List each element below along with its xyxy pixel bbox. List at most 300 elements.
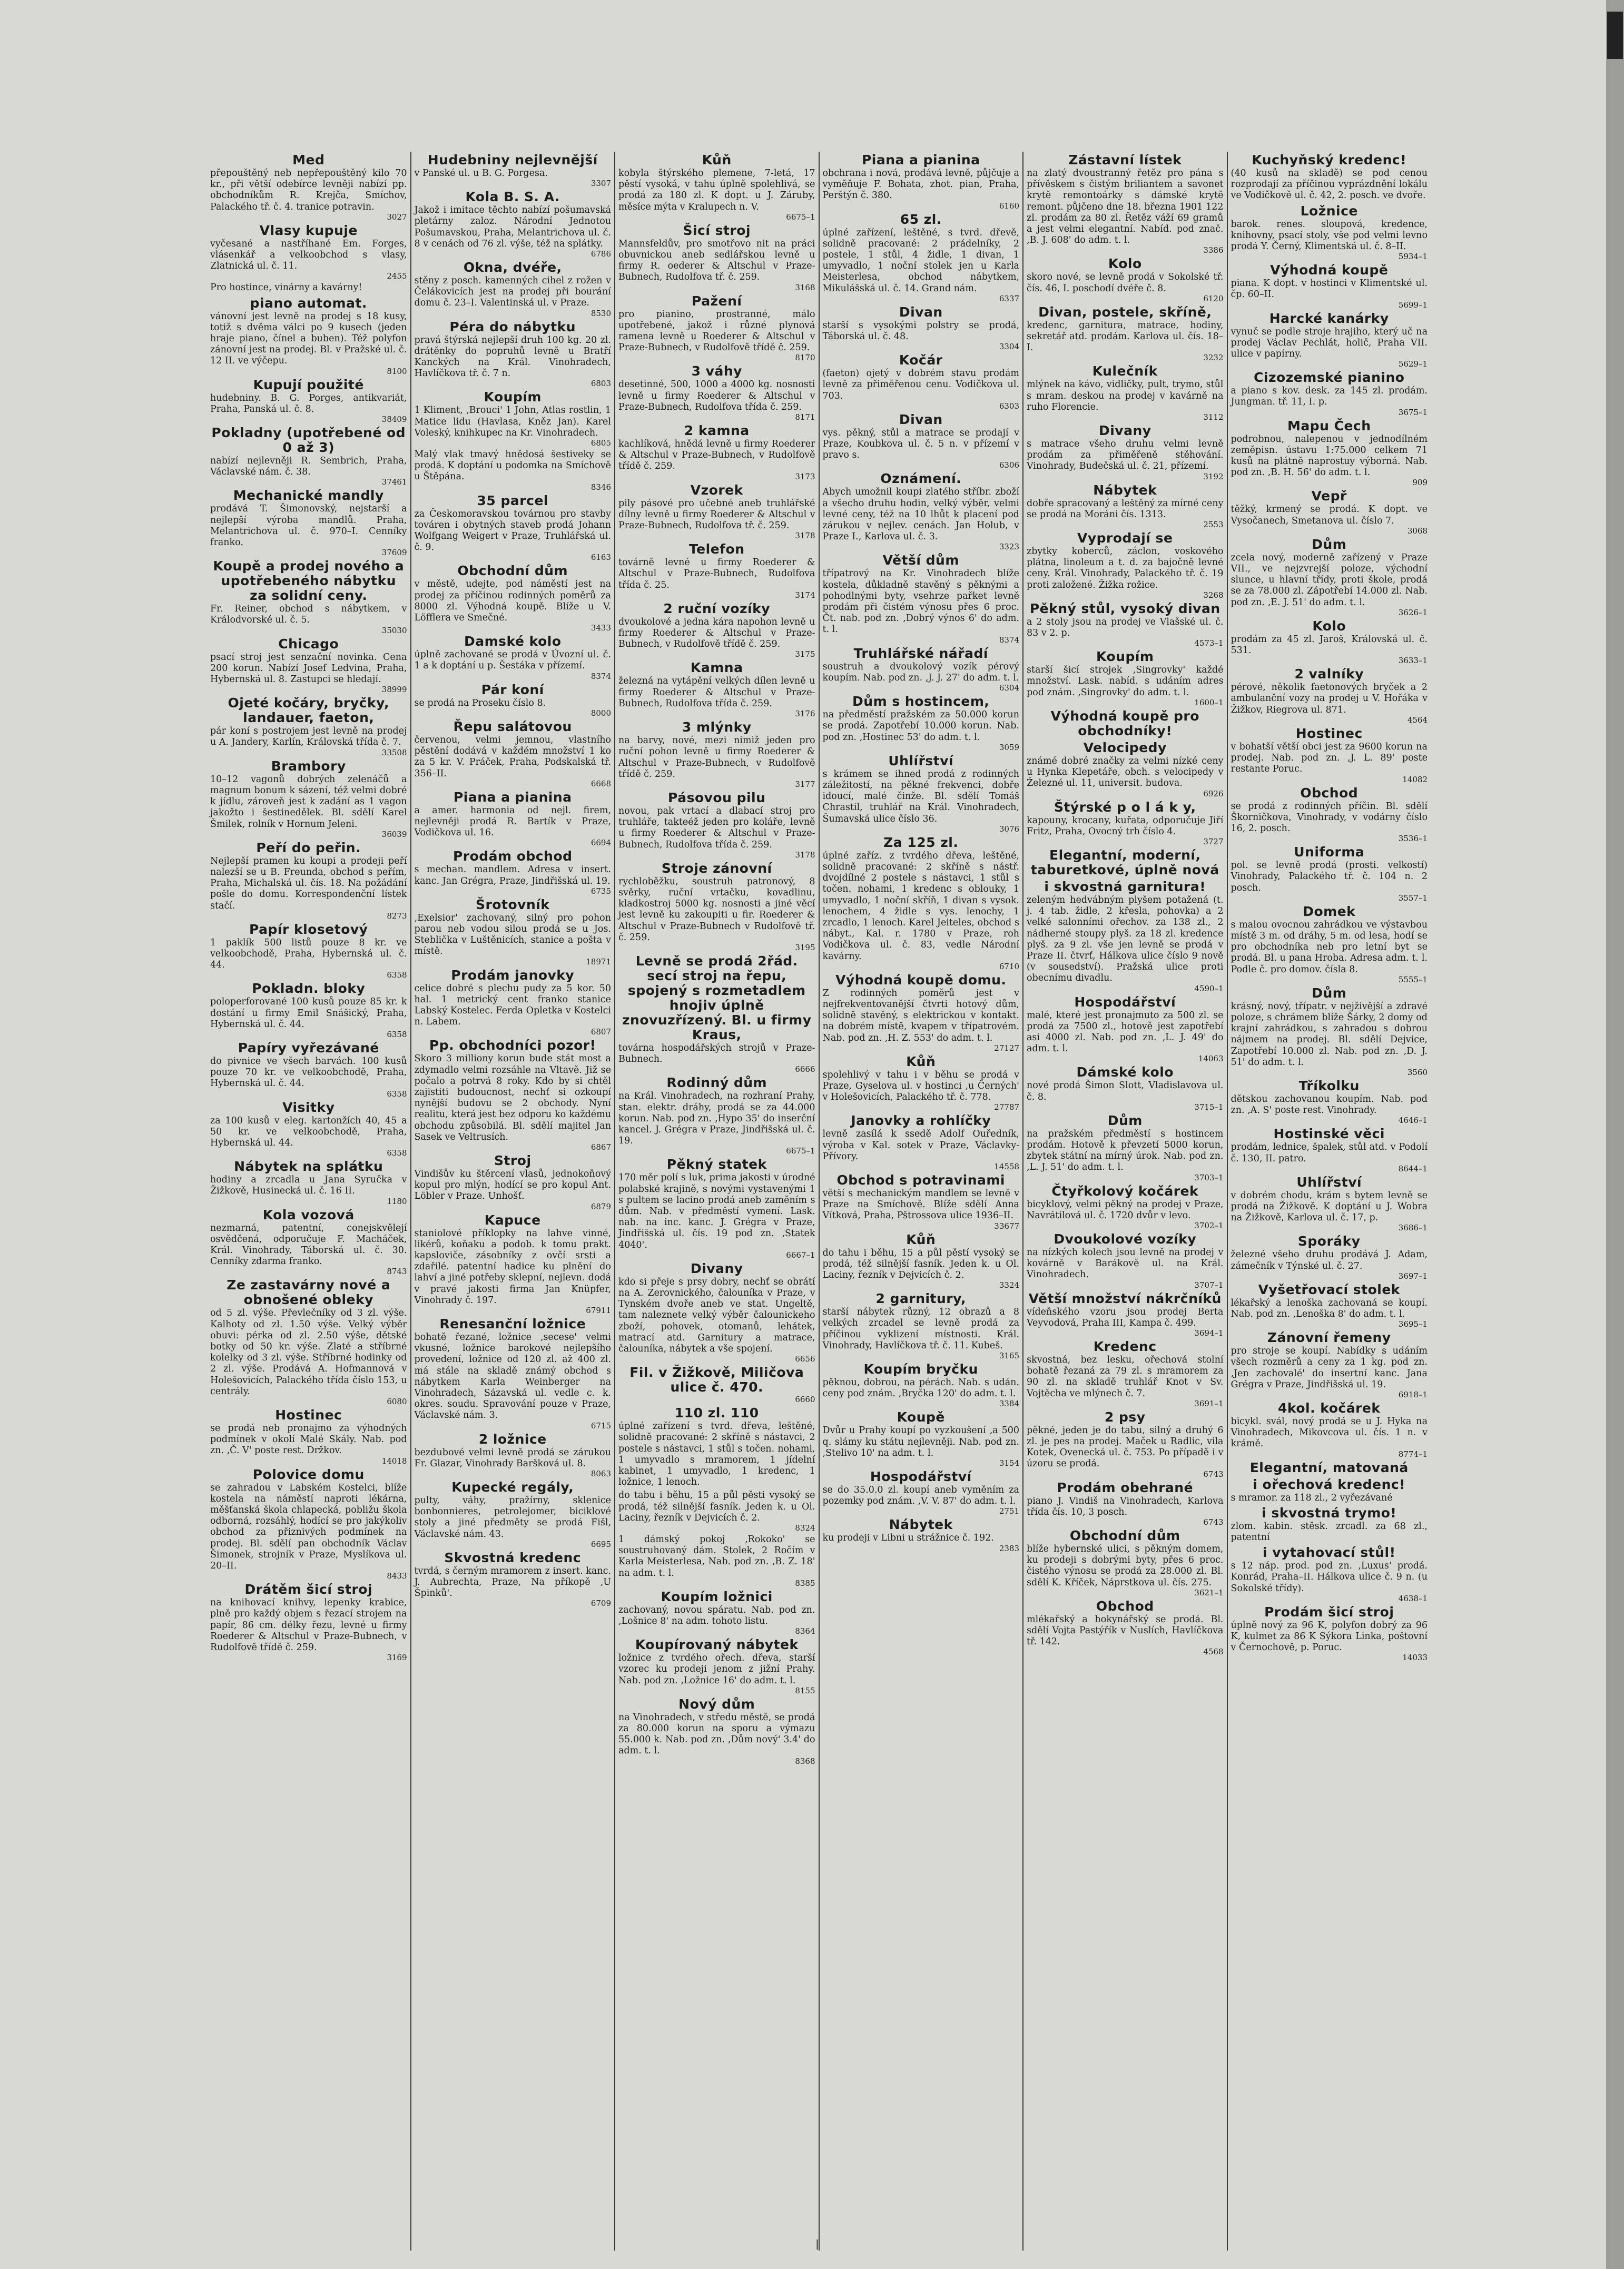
ad-number: 3178 [795, 850, 815, 860]
ad-number: 3232 [1203, 353, 1224, 363]
classified-ad [1027, 305, 1224, 362]
ad-number: 1180 [387, 1196, 407, 1206]
ad-text: zbytky koberců, záclon, voskového plátna, linoleum a t. d. za bajočně levné ceny. Král. Vinohrady, Palackého tř. č. 19 proti založené. Žižka rožice. [1027, 546, 1224, 590]
ad-heading: Péra do nábytku [449, 319, 576, 334]
classified-ad [1027, 364, 1224, 421]
ad-heading: Za 125 zl. [883, 834, 959, 850]
classified-ad [1231, 1545, 1428, 1603]
ad-text: 1 dámský pokoj ‚Rokoko' se soustruhovaný dám. Stolek, 2 Ročím v Karla Meisterlesa, Nab. pod zn. ‚B. Z. 18' na adm. t. l. [618, 1534, 815, 1579]
ad-heading: Drátěm šicí stroj [244, 1582, 373, 1597]
ad-text: prodám, lednice, špalek, stůl atd. v Podolí č. 130, II. patro. [1231, 1142, 1428, 1164]
classified-ad [618, 423, 815, 481]
ad-number: 3560 [1407, 1067, 1428, 1077]
ad-text: pěknou, dobrou, na pérách. Nab. s udán. ceny pod znám. ‚Bryčka 120' do adm. t. l. [822, 1377, 1019, 1399]
classified-ad [415, 790, 612, 847]
classified-ad [415, 494, 612, 562]
ad-number: 8346 [590, 482, 611, 492]
ad-heading: Piana a pianina [861, 152, 980, 167]
ad-text: poloperforované 100 kusů pouze 85 kr. k dostání u firmy Emil Snášický, Praha, Hybernská ul. č. 44. [210, 997, 407, 1030]
ad-number: 6666 [795, 1064, 815, 1074]
ad-heading: Pásovou pilu [668, 790, 766, 805]
classified-ad [1231, 489, 1428, 535]
ad-heading: Prodám obehrané [1057, 1479, 1194, 1495]
ad-text: Dvůr u Prahy koupí po vyzkoušení ‚a 500 q. slámy ku státu nejlevněji. Nab. pod zn. ‚Stelivo 10' na adm. t. l. [822, 1425, 1019, 1458]
ad-text: spolehlivý v tahu i v běhu se prodá v Praze, Gyselova ul. v hostinci ‚u Černých' v Holešovicích, Palackého tř. č. 778. [822, 1069, 1019, 1103]
classified-ad [415, 683, 612, 717]
ad-text: nabízí nejlevněji R. Sembrich, Praha, Václavské nám. č. 38. [210, 456, 407, 478]
ad-number: 14033 [1402, 1653, 1428, 1663]
classified-ad [823, 153, 1020, 210]
ad-text: 1 Kliment, ‚Brouci' 1 John, Atlas rostlin, 1 Matice lidu (Havlasa, Kněz Jan). Karel Voleský, knihkupec na Kr. Vinohradech. [414, 405, 611, 438]
ad-heading: Hostinec [275, 1407, 342, 1423]
ad-text: a amer. harmonia od nejl. firem, nejlevněji prodá R. Bartík v Praze, Vodičkova ul. 16. [414, 805, 611, 838]
classified-ad [1231, 1079, 1428, 1124]
column-rule [410, 152, 411, 2251]
ad-text: prodává T. Šimonovský, nejstarší a nejlepší výroba mandlů. Praha, Melantrichova ul. č. 970–I. Cenníky franko. [210, 504, 407, 548]
ad-heading: Stroj [494, 1152, 532, 1168]
ad-number: 3633–1 [1398, 656, 1428, 666]
classified-ad [823, 471, 1020, 551]
ad-heading: Koupě a prodej nového a upotřebeného nábytku za solidní ceny. [213, 558, 405, 604]
ad-heading: i skvostná trymo! [1262, 1505, 1397, 1521]
ad-heading: Skvostná kredenc [444, 1550, 582, 1565]
classified-ad [210, 153, 407, 221]
ad-heading: Kredenc [1093, 1338, 1157, 1354]
ad-text: s 12 náp. prod. pod zn. ‚Luxus' prodá. Konrád, Praha–II. Hálkova ulice č. 9 n. (u Sokolské třídy). [1231, 1561, 1428, 1594]
classified-ad [1231, 1234, 1428, 1280]
ad-number: 6867 [590, 1142, 611, 1152]
classified-ad [823, 1517, 1020, 1552]
ad-heading: Obchod s potravinami [836, 1172, 1005, 1188]
ad-number: 1600–1 [1194, 697, 1224, 707]
ad-number: 4564 [1407, 715, 1428, 725]
ad-text: s malou ovocnou zahrádkou ve výstavbou místě 3 m. od dráhy, 5 m. od lesa, hodí se pro obchodníka neb pro letní byt se prodá. Bl. u pana Hroba. Adresa adm. t. l. Podle č. pro domov. čísla 8. [1231, 919, 1428, 975]
ad-text: kobyla štýrského plemene, 7-letá, 17 pěstí vysoká, v tahu úplně spolehlivá, se prodá za 180 zl. K dopt. u J. Záruby, měsíce mýta v Kralupech n. V. [618, 168, 815, 212]
ad-text: za Českomoravskou továrnou pro stavby továren i obytných staveb prodá Johann Wolfgang Weigert v Praze, Truhlářská ul. č. 9. [414, 508, 611, 553]
ad-heading: Hostinské věci [1273, 1126, 1385, 1142]
ad-number: 5934–1 [1398, 252, 1428, 262]
ad-number: 3386 [1203, 245, 1224, 255]
ad-heading: Prodám šicí stroj [1264, 1604, 1394, 1620]
classified-ad [1027, 601, 1224, 647]
ad-heading: Med [292, 152, 325, 167]
ad-text: pro pianino, prostranné, málo upotřebené, jakož i různé plynová ramena levně u Roederer & Altschul v Praze-Bubnech, v Rudolfově třídě č. 259. [618, 309, 815, 353]
ad-heading: Vzorek [690, 482, 743, 498]
ad-heading: Obchod [1300, 785, 1359, 801]
classified-ad [415, 1432, 612, 1478]
ad-number: 6120 [1203, 293, 1224, 303]
ad-number: 8644–1 [1398, 1163, 1428, 1173]
ad-heading: 2 ložnice [478, 1431, 547, 1447]
classified-ad [618, 861, 815, 952]
ad-number: 3027 [387, 212, 407, 222]
ad-heading: Prodám obchod [452, 849, 573, 864]
ad-number: 14558 [994, 1161, 1019, 1171]
ad-text: vys. pěkný, stůl a matrace se prodají v Praze, Koubkova ul. č. 5 n. v přízemí v pravo s. [822, 427, 1019, 461]
ad-heading: Kamna [691, 660, 743, 676]
classified-ad [1027, 483, 1224, 529]
ad-text: na zlatý dvoustranný řetěz pro pána s přívěskem s čistým briliantem a savonet krytě remontoárky s dámské krytě remont. půjčeno dne 18. března 1901 122 zl. prodám za 80 zl. Řetěz váží 69 gramů a jest velmi elegantní. Nabíd. pod znač. ‚B. J. 608' do adm. t. l. [1027, 168, 1224, 246]
ad-number: 3694–1 [1194, 1328, 1224, 1338]
ad-text: (40 kusů na skladě) se pod cenou rozprodají za příčinou vyprázdnění lokálu ve Vodičkově ul. č. 42, 2. posch. ve dvoře. [1231, 168, 1428, 201]
ad-heading: piano automat. [250, 295, 367, 311]
ad-heading: Ze zastavárny nové a obnošené obleky [227, 1277, 391, 1308]
ad-number: 3715–1 [1194, 1102, 1224, 1112]
classified-ad [210, 488, 407, 557]
classified-ad [1027, 1184, 1224, 1230]
ad-number: 8374 [590, 671, 611, 681]
ad-number: 3702–1 [1194, 1220, 1224, 1230]
ad-number: 5629–1 [1398, 359, 1428, 369]
classified-ad [210, 1278, 407, 1406]
ad-number: 27787 [994, 1102, 1019, 1112]
column-rule [614, 152, 615, 2251]
scan-edge-mark [1607, 12, 1623, 59]
classified-ad [618, 1490, 815, 1532]
ad-number: 3621–1 [1194, 1587, 1224, 1597]
classified-ad [618, 223, 815, 292]
ad-number: 3727 [1203, 836, 1224, 846]
ad-text: v městě, udejte, pod náměstí jest na prodej za příčinou rodinných poměrů za 8000 zl. Výhodná koupě. Blíže u V. Löfflera ve Smečné. [414, 579, 611, 624]
ad-heading: 110 zl. 110 [674, 1405, 759, 1421]
ad-text: na Vinohradech, v středu městě, se prodá za 80.000 korun na sporu a výmazu 55.000 k. Nab. pod zn. ‚Dům nový' 3.4' do adm. t. l. [618, 1712, 815, 1757]
ad-number: 3697–1 [1398, 1271, 1428, 1281]
scan-edge [1606, 0, 1624, 2269]
ad-heading: Pažení [692, 293, 742, 309]
ad-heading: Šrotovník [476, 896, 550, 912]
ad-heading: Pěkný stůl, vysoký divan [1029, 600, 1221, 616]
ad-number: 8530 [590, 308, 611, 318]
ad-text: těžký, krmený se prodá. K dopt. ve Vysočanech, Smetanova ul. číslo 7. [1231, 504, 1428, 526]
ad-heading: Vyprodají se [1077, 530, 1173, 546]
ad-text: za 100 kusů v eleg. kartonžích 40, 45 a 50 kr. ve velkoobchodě, Praha, Hybernská ul. 44. [210, 1115, 407, 1148]
ad-heading: Čtyřkolový kočárek [1051, 1183, 1199, 1199]
ad-number: 4646–1 [1398, 1116, 1428, 1126]
ad-heading: Hostinec [1295, 725, 1363, 741]
ad-text: tvrdá, s černým mramorem z insert. kanc. J. Aubrechta, Praze, Na příkopě ‚U Špinků'. [414, 1565, 611, 1599]
ad-heading: Sporáky [1297, 1234, 1361, 1249]
classified-ad [618, 601, 815, 659]
ad-heading: Stroje zánovní [661, 860, 772, 876]
classified-ad [823, 694, 1020, 752]
ad-number: 4573–1 [1194, 638, 1224, 648]
ad-number: 6709 [590, 1599, 611, 1609]
ad-text: úplné zařízení, leštěné, s tvrd. dřevě, solidně pracované: 2 prádelníky, 2 postele, 1 stůl, 4 židle, 1 divan, 1 umyvadlo, 1 noční stolek jen u Karla Meisterlesa, obchod nábytkem, Mikulášská ul. č. 14. Grand nám. [822, 227, 1019, 294]
classified-ad [415, 1317, 612, 1430]
classified-ad [1027, 1528, 1224, 1597]
classified-ad [1231, 153, 1428, 202]
ad-number: 6337 [999, 293, 1019, 303]
ad-text: Jakož i imitace těchto nabízí pošumavská pletárny zaloz. Národní Jednotou Pošumavskou, Praha, Melantrichova ul. č. 8 v cenách od 76 zl. výše, též na splátky. [414, 205, 611, 249]
ad-heading: Divany [1098, 423, 1151, 439]
classified-ad [415, 968, 612, 1037]
classified-ad [415, 260, 612, 318]
classified-ad [1231, 786, 1428, 843]
ad-number: 3192 [1203, 471, 1224, 481]
classified-ad [1027, 1232, 1224, 1289]
ad-heading: 3 mlýnky [682, 719, 752, 735]
ad-number: 8170 [795, 353, 815, 363]
ad-heading: Vepř [1311, 488, 1347, 504]
ad-text: Malý vlak tmavý hnědosá šestiveky se prodá. K doptání u podomka na Smíchově u Štěpána. [414, 449, 611, 482]
ad-text: pravá štýrská nejlepší druh 100 kg. 20 zl. drátěnky do popruhů levně u Bratří Kanckých na Král. Vinohradech, Havlíčkova tř. č. 7 n. [414, 334, 611, 379]
ad-text: úplné zařízení s tvrd. dřeva, leštěné, solidně pracované: 2 skříně s nástavci, 2 postele s nástavci, 1 stůl s točen. nohami, 1 umyvadlo s mramorem, 1 jídelní kabinet, 1 umyvadlo, 1 kredenc, 1 ložnice, 1 lenoch. [618, 1421, 815, 1488]
ad-text: továrně levné u firmy Roederer & Altschul v Praze-Bubnech, Rudolfova třída č. 25. [618, 557, 815, 590]
ad-heading: Oznámení. [880, 471, 962, 487]
classified-ad [415, 564, 612, 632]
classified-ad [823, 305, 1020, 351]
ad-heading: Truhlářské nářadí [853, 645, 988, 661]
classified-ad [618, 720, 815, 788]
classified-ad [618, 1590, 815, 1635]
ad-text: továrna hospodářských strojů v Praze-Bubnech. [618, 1042, 815, 1065]
ad-heading: Kupují použité [253, 377, 364, 392]
classified-ad [823, 754, 1020, 833]
classified-ad [1027, 1410, 1224, 1478]
ad-number: 67911 [586, 1306, 611, 1315]
ad-text: zachovaný, novou spáratu. Nab. pod zn. ‚Lošnice 8' na adm. tohoto listu. [618, 1604, 815, 1627]
ad-number: 8155 [795, 1685, 815, 1695]
ad-heading: Koupím ložnici [661, 1589, 773, 1604]
ad-heading: Kočár [899, 352, 943, 368]
ad-number: 8433 [387, 1571, 407, 1581]
ad-text: starší šicí strojek ‚Singrovky' každé množství. Lask. nabíd. s udáním adres pod znám. ‚Singrovky' do adm. t. l. [1027, 665, 1224, 698]
classified-ad [415, 449, 612, 491]
ad-heading: Janovky a rohlíčky [851, 1113, 991, 1129]
ad-heading: 65 zl. [900, 211, 942, 227]
ad-heading: Elegantní, moderní, taburetkové, úplně nová [1030, 847, 1219, 877]
ad-number: 6710 [999, 961, 1019, 971]
ad-heading: Uhlířství [1296, 1174, 1362, 1190]
ad-number: 6807 [590, 1027, 611, 1037]
classified-ad [1231, 1477, 1428, 1504]
ad-heading: Obchodní dům [1069, 1528, 1180, 1544]
ad-heading: Tříkolku [1298, 1078, 1360, 1093]
footer-mark: | [815, 2237, 819, 2250]
ad-text: prodám za 45 zl. Jaroš, Královská ul. č. 531. [1231, 634, 1428, 656]
ad-heading: Dům s hostincem, [852, 694, 990, 709]
ad-text: a piano s kov. desk. za 145 zl. prodám. Jungman. tř. 11, I. p. [1231, 386, 1428, 408]
ad-heading: Nábytek [1093, 482, 1157, 498]
ad-text: vídeňského vzoru jsou prodej Berta Veyvodová, Praha III, Kampa č. 499. [1027, 1306, 1224, 1328]
ad-number: 6715 [590, 1420, 611, 1431]
classified-ad [415, 719, 612, 788]
ad-text: Fr. Reiner, obchod s nábytkem, v Králodvorské ul. č. 5. [210, 604, 407, 626]
ad-heading: 3 váhy [691, 363, 742, 379]
classified-ad [618, 1697, 815, 1765]
ad-text: lékařský a lenoška zachovaná se koupí. Nab. pod zn. ‚Lenoška 8' do adm. t. l. [1231, 1297, 1428, 1319]
ad-heading: Výhodná koupě [1270, 262, 1389, 278]
ad-text: na Král. Vinohradech, na rozhraní Prahy, stan. elektr. dráhy, prodá se za 44.000 korun. Nab. pod zn. ‚Hypo 35' do inserční kancel. J. Grégra v Praze, Jindřišská ul. č. 19. [618, 1091, 815, 1147]
ad-text: bohatě řezané, ložnice ‚secese' velmi vkusné, ložnice barokové nejlepšího provedení, ložnice od 120 zl. až 400 zl. má stále na skladě známý obchod s nábytkem Karla Weinberger na Vinohradech, Sázavská ul. vedle c. k. okres. soudu. Spravování pouze v Praze, Václavské nám. 3. [414, 1332, 611, 1421]
ad-text: do tahu i běhu, 15 a půl pěstí vysoký se prodá, též silnější fasník. Jeden k. u Ol. Laciny, řezník v Dejvicích č. 2. [822, 1247, 1019, 1280]
ad-number: 3695–1 [1398, 1319, 1428, 1329]
ad-number: 38409 [381, 415, 407, 425]
classified-ad [618, 1534, 815, 1587]
classified-ad [1231, 667, 1428, 724]
ad-text: pol. se levně prodá (prosti. velkostí) Vinohrady, Palackého tř. č. 104 n. 2 posch. [1231, 860, 1428, 893]
ad-number: 33508 [381, 747, 407, 757]
ad-heading: Harcké kanárky [1269, 310, 1389, 326]
ad-text: kapouny, krocany, kuřata, odporučuje Jiří Fritz, Praha, Ovocný trh číslo 4. [1027, 815, 1224, 837]
ad-number: 36039 [381, 829, 407, 839]
column-rule [1022, 152, 1023, 2251]
classified-ad [1027, 995, 1224, 1063]
classified-ad [618, 483, 815, 540]
classified-ad [210, 981, 407, 1039]
ad-heading: Větší množství nákrčníků [1028, 1290, 1222, 1306]
ad-text: Pro hostince, vinárny a kavárny! [210, 282, 362, 293]
ad-heading: Řepu salátovou [453, 718, 572, 734]
ad-text: dobře spracovaný a leštěný za mírné ceny se prodá na Moráni čís. 1313. [1027, 498, 1224, 520]
ad-text: třípatrový na Kr. Vinohradech blíže kostela, důkladně stavěný s pěknými a pohodlnými byty, vsehrze pařket levně prodám při čistém výnosu přes 6 proc. Čt. nab. pod zn. ‚Dobrý výnos 6' do adm. t. l. [822, 568, 1019, 635]
ad-text: s mramor. za 118 zl., 2 vyřezávané [1231, 1492, 1393, 1503]
ad-text: 10–12 vagonů dobrých zelenáčů a magnum bonum k sázení, též velmi dobré k jídlu, zároveň jest k zadání as 1 vagon jakožto i šestinedělek. Bl. sdělí Karel Šmilek, rolník v Hornum Jeleni. [210, 774, 407, 830]
ad-number: 5699–1 [1398, 300, 1428, 310]
ad-text: pily pásové pro učebné aneb truhlářské dílny levně u firmy Roederer & Altschul v Praze-Bubnech, Rudolfova tř. č. 259. [618, 498, 815, 531]
ad-number: 8324 [795, 1523, 815, 1533]
classified-ad [618, 294, 815, 362]
classified-ad [210, 1041, 407, 1098]
ad-heading: Levně se prodá 2řád. secí stroj na řepu, spojený s rozmetadlem hnojiv úplně znovuzřízený. Bl. u firmy Kraus, [622, 953, 812, 1042]
ad-text: v bohatší větší obci jest za 9600 korun na prodej. Nab. pod zn. ‚J. L. 89' poste restante Poruc. [1231, 741, 1428, 775]
ad-heading: Papír klosetový [249, 921, 368, 937]
ad-text: barok. renes. sloupová, kredence, knihovny, psací stoly, vše pod velmi levno prodá Y. Černý, Klimentská ul. č. 8–II. [1231, 219, 1428, 252]
ad-heading: Zánovní řemeny [1267, 1330, 1391, 1346]
ad-heading: Koupím [1096, 649, 1154, 665]
ad-heading: Kapuce [484, 1212, 541, 1228]
ad-number: 3433 [590, 623, 611, 633]
ad-text: nezmarná, patentní, conejskvělejí osvědčená, odporučuje F. Macháček, Král. Vinohrady, Táborská ul. č. 30. Cenníky zdarma franko. [210, 1222, 407, 1267]
ad-number: 18971 [586, 956, 611, 966]
ad-heading: Velocipedy [1083, 739, 1167, 755]
ad-heading: Dámské kolo [1076, 1064, 1174, 1080]
ad-heading: Hospodářství [870, 1469, 972, 1485]
ad-text: soustruh a dvoukolový vozík pérový koupím. Nab. pod zn. ‚J. J. 27' do adm. t. l. [822, 661, 1019, 683]
ad-number: 2751 [999, 1506, 1019, 1516]
classified-ad [415, 320, 612, 388]
ad-heading: Uniforma [1294, 844, 1365, 860]
classified-ad [415, 897, 612, 966]
classified-ad [210, 759, 407, 838]
ad-number: 6743 [1203, 1517, 1224, 1527]
classified-ad [415, 1480, 612, 1548]
ad-heading: Divan, postele, skříně, [1038, 304, 1212, 320]
classified-ad [1027, 153, 1224, 254]
classified-ad [1027, 880, 1224, 993]
ad-text: vyčesané a nastříhané Em. Forges, vlásenkář a velkoobchod s vlasy, Zlatnická ul. č. 11. [210, 238, 407, 272]
ad-text: se do 35.0.0 zl. koupí aneb vyměním za pozemky pod znám. ‚V. V. 87' do adm. t. l. [822, 1485, 1019, 1507]
classified-ad [823, 412, 1020, 470]
classified-ad [823, 1362, 1020, 1408]
classified-ad [823, 1291, 1020, 1360]
ad-text: psací stroj jest senzační novinka. Cena 200 korun. Nabízí Josef Ledvina, Praha, Hybernská ul. 8. Zastupci se hledají. [210, 652, 407, 685]
ad-text: ložnice z tvrdého ořech. dřeva, starší vzorec ku prodeji jenom z jižní Prahy. Nab. pod zn. ‚Ložnice 16' do adm. t. l. [618, 1653, 815, 1686]
ad-number: 14018 [381, 1456, 407, 1466]
ad-text: starší s vysokými polstry se prodá, Táborská ul. č. 48. [822, 320, 1019, 342]
ad-text: bicykl. svál, nový prodá se u J. Hyka na Vinohradech, Mikovcova ul. čís. 1 n. v krámě. [1231, 1416, 1428, 1449]
ad-number: 6805 [590, 438, 611, 448]
ad-number: 6743 [1203, 1469, 1224, 1479]
classified-ad [210, 1159, 407, 1205]
classified-ad [210, 282, 407, 293]
ad-text: (faeton) ojetý v dobrém stavu prodám levně za přiměřenou cenu. Vodičkova ul. 703. [822, 368, 1019, 401]
ad-number: 3173 [795, 471, 815, 481]
classified-ad [1231, 1605, 1428, 1662]
ad-heading: 35 parcel [477, 492, 548, 508]
ad-text: vánovní jest levně na prodej s 18 kusy, totiž s dvěma válci po 9 kusech (jeden hraje piano, čínel a buben). Též polyfon zánovní jest na prodej. Bl. v Pražské ul. č. 12 II. ve výčepu. [210, 311, 407, 367]
classified-ad [1231, 1330, 1428, 1399]
ad-heading: Dvoukolové vozíky [1054, 1231, 1197, 1247]
ad-number: 6660 [795, 1395, 815, 1405]
ad-number: 3154 [999, 1458, 1019, 1468]
ad-text: zcela nový, moderně zařízený v Praze VII., ve nejzvrejší poloze, východní slunce, u hlavní třídy, proti škole, prodá se za 78.000 zl. Zápotřebí 14.000 zl. Nab. pod zn. ‚E. J. 51' do adm. t. l. [1231, 552, 1428, 608]
classified-ad [1231, 619, 1428, 665]
classified-ad [210, 841, 407, 920]
ad-number: 6358 [387, 1148, 407, 1158]
ad-text: kdo si přeje s prsy dobry, nechť se obrátí na A. Zerovnického, čalouníka v Praze, v Tynském dvoře aneb ve stat. Ungeltě, tam naleznete velký výběr čalounickeho zboží, pohovek, otomanů, lehátek, matrací atd. Garnitury a matrace, čalouníka, nábytek a vše spojení. [618, 1276, 815, 1354]
classified-ad [210, 922, 407, 980]
ad-text: podrobnou, nalepenou v jednodílném zeměpisn. ústavu 1:75.000 celkem 71 kusů na plátně naprostuy výborná. Nab. pod zn. ‚B. H. 56' do adm. t. l. [1231, 433, 1428, 478]
ad-heading: Kolo [1312, 618, 1346, 634]
ad-number: 3176 [795, 709, 815, 719]
ad-text: kredenc, garnitura, matrace, hodiny, sekretář atd. prodám. Karlova ul. čís. 18–I. [1027, 320, 1224, 353]
classified-ad [1027, 649, 1224, 707]
ad-text: úplné zaříz. z tvrdého dřeva, leštěné, solidně pracované: 2 skříně s nástř. dvojdílné 2 postele s nástavci, 1 stůl s točen. nohami, 1 kredenc s oblouky, 1 umyvadlo, 1 noční skříň, 1 divan s vysok. lenochem, 4 židle s vys. lenochy, 1 zrcadlo, 1 lenoch. Karel Jeiteles, obchod s nábyt., Kal. r. 1780 v Praze, roh Vodičkova ul. č. 83, vedle Národní kavárny. [822, 850, 1019, 962]
classified-ad [1231, 263, 1428, 309]
classified-ad [618, 954, 815, 1073]
ad-heading: Kůň [702, 152, 732, 167]
ad-text: se prodá neb pronajmo za výhodných podmínek v okolí Malé Skály. Nab. pod zn. ‚Č. V' poste rest. Držkov. [210, 1423, 407, 1456]
ad-text: v Panské ul. u B. G. Porgesa. [414, 168, 548, 179]
ad-text: skvostná, bez lesku, ořechová stolní bohatě řezaná za 79 zl. s mramorem za 90 zl. na skladě truhlář Knot v Sv. Vojtěcha ve mlýnech č. 7. [1027, 1354, 1224, 1399]
ad-text: desetinné, 500, 1000 a 4000 kg. nosnosti levně u firmy Roederer & Altschul v Praze-Bubnech, Rudolfova třída č. 259. [618, 379, 815, 412]
ad-heading: Hudebniny nejlevnější [427, 152, 598, 167]
ad-heading: Ojeté kočáry, bryčky, landauer, faeton, [228, 695, 389, 726]
classified-ad [1231, 419, 1428, 487]
ad-number: 3112 [1203, 412, 1224, 422]
ad-number: 3169 [387, 1653, 407, 1663]
ad-heading: 2 valníky [1294, 666, 1364, 682]
ad-text: bicyklový, velmi pěkný na prodej v Praze, Navrátilová ul. č. 1720 dvůr v levo. [1027, 1199, 1224, 1221]
ad-column-1 [208, 152, 409, 2251]
ad-number: 6695 [590, 1539, 611, 1549]
ad-text: pro stroje se koupí. Nabídky s udáním všech rozměrů a ceny za 1 kg. pod zn. ‚Jen zachovalé' do insertní kanc. Jana Grégra v Praze, Jindřišská ul. 19. [1231, 1346, 1428, 1390]
classified-ad [618, 1261, 815, 1363]
classified-ad [210, 1208, 407, 1276]
ad-heading: 2 ruční vozíky [663, 600, 771, 616]
ad-heading: Mapu Čech [1287, 418, 1371, 433]
ad-heading: Papíry vyřezávané [238, 1040, 379, 1055]
ad-number: 6304 [999, 683, 1019, 693]
ad-number: 3691–1 [1194, 1398, 1224, 1408]
classified-ad [1231, 726, 1428, 784]
ad-text: s mechan. mandlem. Adresa v insert. kanc. Jan Grégra, Praze, Jindřišská ul. 19. [414, 864, 611, 886]
classified-ad [1231, 1506, 1428, 1543]
classified-ad [1231, 986, 1428, 1077]
ad-heading: Kolo [1108, 256, 1142, 272]
ad-text: piano J. Vindiš na Vinohradech, Karlova třída čís. 10, 3 posch. [1027, 1495, 1224, 1517]
classified-ad [823, 212, 1020, 303]
ad-text: zlom. kabin. stěsk. zrcadl. za 68 zl., patentní [1231, 1521, 1428, 1543]
classified-ad [415, 390, 612, 447]
ad-number: 4638–1 [1398, 1593, 1428, 1603]
ad-number: 6803 [590, 379, 611, 389]
ad-text: známé dobré značky za velmi nízké ceny u Hynka Klepetáře, obch. s velocipedy v Železné ul. 11, universit. budova. [1027, 755, 1224, 789]
ad-number: 3703–1 [1194, 1172, 1224, 1182]
ad-number: 3686–1 [1398, 1223, 1428, 1233]
classified-ad [415, 849, 612, 895]
